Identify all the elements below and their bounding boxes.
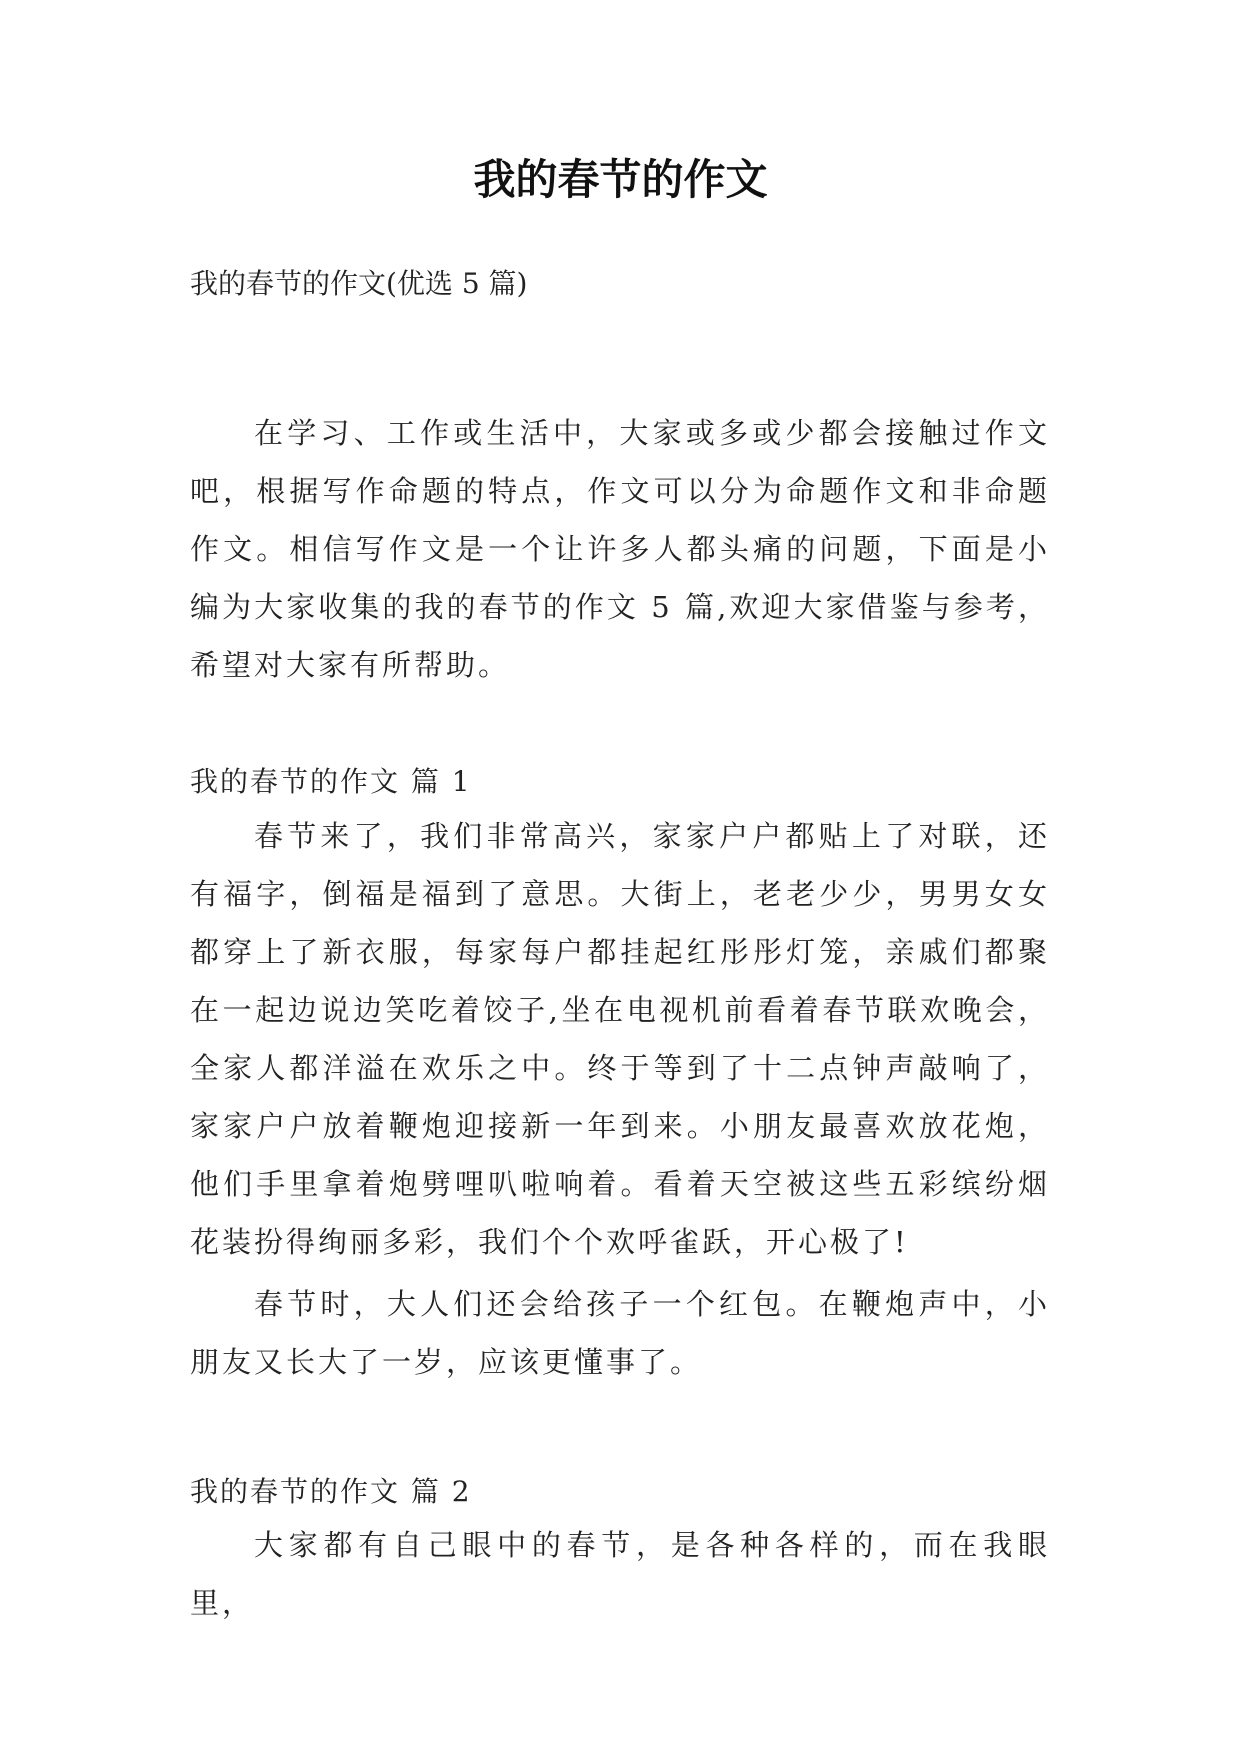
section-heading-2: 我的春节的作文 篇 2 [190,1475,472,1508]
section-heading-1: 我的春节的作文 篇 1 [190,765,472,798]
page-title: 我的春节的作文 [473,155,768,204]
section-1-paragraph-2: 春节时，大人们还会给孩子一个红包。在鞭炮声中，小朋友又长大了一岁，应该更懂事了。 [190,1287,1050,1379]
section-1-paragraph-1: 春节来了，我们非常高兴，家家户户都贴上了对联，还有福字，倒福是福到了意思。大街上，老老少少，男男女女都穿上了新衣服，每家每户都挂起红彤彤灯笼，亲戚们都聚在一起边说边笑吃着饺子,坐在电视机前看着春节联欢晚会，全家人都洋溢在欢乐之中。终于等到了十二点钟声敲响了，家家户户放着鞭炮迎接新一年到来。小朋友最喜欢放花炮，他们手里拿着炮劈哩叭啦响着。看着天空被这些五彩缤纷烟花装扮得绚丽多彩，我们个个欢呼雀跃，开心极了! [190,819,1050,1259]
intro-paragraph: 在学习、工作或生活中，大家或多或少都会接触过作文吧，根据写作命题的特点，作文可以分为命题作文和非命题作文。相信写作文是一个让许多人都头痛的问题，下面是小编为大家收集的我的春节的作文 5 篇,欢迎大家借鉴与参考，希望对大家有所帮助。 [190,416,1050,682]
section-2-paragraph-1: 大家都有自己眼中的春节，是各种各样的，而在我眼里， [190,1528,1050,1620]
document-subtitle: 我的春节的作文(优选 5 篇) [190,267,528,300]
